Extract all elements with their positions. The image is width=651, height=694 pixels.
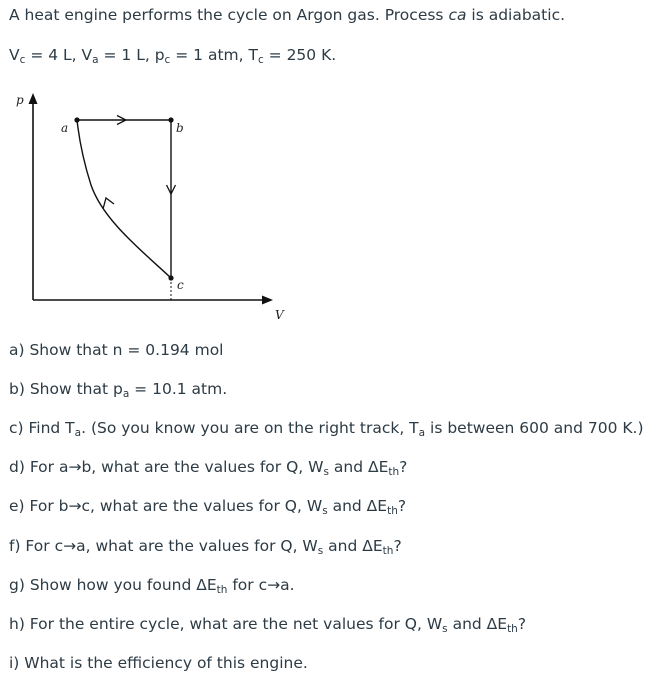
- given-values: [9, 46, 336, 64]
- label-c: c: [177, 278, 184, 292]
- question-f: f) For c→a, what are the values for Q, $W_s$ and $\Delta E_{th}$?: [9, 537, 402, 557]
- point-a: [74, 117, 79, 122]
- question-c: c) Find $T_a$. (So you know you are on the right track, $T_a$ is between 600 and 700 K.): [9, 419, 644, 439]
- given-vc: $V_c = 4$ L,: [9, 46, 82, 66]
- process-ca-curve: [77, 120, 171, 278]
- point-b: [168, 117, 173, 122]
- p-axis-label: p: [16, 93, 24, 107]
- question-d: d) For a→b, what are the values for Q, $W_s$ and $\Delta E_{th}$?: [9, 458, 408, 478]
- label-a: a: [61, 121, 69, 135]
- v-axis-label: V: [275, 308, 284, 322]
- given-va: $V_a = 1$ L,: [81, 46, 155, 66]
- given-tc: $T_c = 250$ K.: [248, 46, 337, 66]
- question-h: h) For the entire cycle, what are the net values for Q, $W_s$ and $\Delta E_{th}$?: [9, 615, 527, 635]
- point-c: [168, 275, 173, 280]
- pv-diagram: [13, 90, 293, 325]
- y-axis-arrow-icon: [29, 93, 38, 104]
- given-pc: $p_c = 1$ atm,: [154, 46, 249, 66]
- question-e: e) For b→c, what are the values for Q, $W_s$ and $\Delta E_{th}$?: [9, 497, 407, 517]
- question-b: b) Show that $p_a = 10.1$ atm.: [9, 380, 228, 400]
- x-axis-arrow-icon: [262, 296, 273, 305]
- question-a: a) Show that n = 0.194 mol: [9, 341, 224, 359]
- question-g: g) Show how you found $\Delta E_{th}$ for c→a.: [9, 576, 295, 596]
- label-b: b: [176, 121, 184, 135]
- intro-text: A heat engine performs the cycle on Argon gas. Process ca is adiabatic.: [9, 6, 566, 24]
- process-ca-arrow-icon: [103, 198, 114, 209]
- question-i: i) What is the efficiency of this engine.: [9, 654, 308, 672]
